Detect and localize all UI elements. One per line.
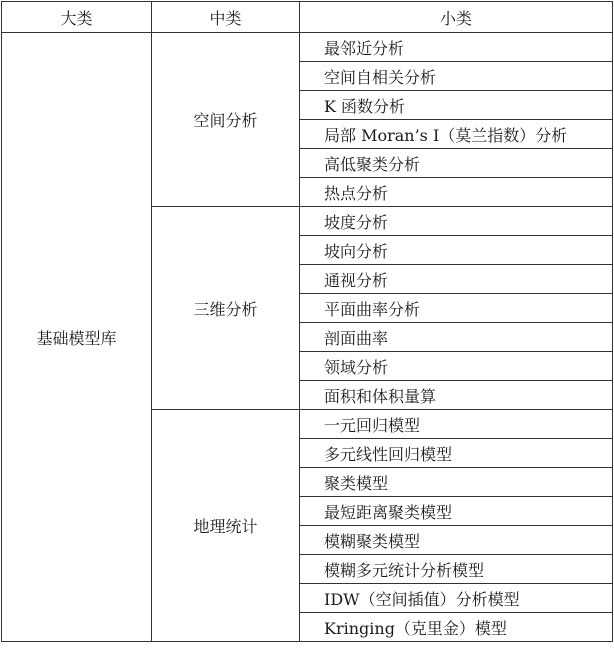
minor-item-cell: Kringing（克里金）模型 <box>300 613 613 642</box>
minor-item-cell: 平面曲率分析 <box>300 294 613 323</box>
minor-item-cell: 面积和体积量算 <box>300 381 613 410</box>
minor-item-cell: K 函数分析 <box>300 91 613 120</box>
minor-item-cell: 领域分析 <box>300 352 613 381</box>
minor-item-cell: 一元回归模型 <box>300 410 613 439</box>
header-minor: 小类 <box>300 2 613 33</box>
minor-item-cell: 高低聚类分析 <box>300 149 613 178</box>
header-major: 大类 <box>2 2 152 33</box>
minor-item-cell: 局部 Moran’s I（莫兰指数）分析 <box>300 120 613 149</box>
middle-category-cell: 空间分析 <box>152 33 300 207</box>
minor-item-cell: 坡向分析 <box>300 236 613 265</box>
table-row <box>2 33 613 62</box>
minor-item-cell: 坡度分析 <box>300 207 613 236</box>
minor-item-cell: 空间自相关分析 <box>300 62 613 91</box>
minor-item-cell: 热点分析 <box>300 178 613 207</box>
minor-item-cell: 聚类模型 <box>300 468 613 497</box>
model-library-table <box>1 1 613 642</box>
minor-item-cell: 最邻近分析 <box>300 33 613 62</box>
minor-item-cell: 最短距离聚类模型 <box>300 497 613 526</box>
minor-item-cell: 模糊多元统计分析模型 <box>300 555 613 584</box>
minor-item-cell: 模糊聚类模型 <box>300 526 613 555</box>
middle-category-cell: 地理统计 <box>152 410 300 642</box>
middle-category-cell: 三维分析 <box>152 207 300 410</box>
header-row <box>2 2 613 33</box>
header-middle: 中类 <box>152 2 300 33</box>
minor-item-cell: 剖面曲率 <box>300 323 613 352</box>
minor-item-cell: 多元线性回归模型 <box>300 439 613 468</box>
minor-item-cell: 通视分析 <box>300 265 613 294</box>
minor-item-cell: IDW（空间插值）分析模型 <box>300 584 613 613</box>
major-category-cell: 基础模型库 <box>2 33 152 642</box>
